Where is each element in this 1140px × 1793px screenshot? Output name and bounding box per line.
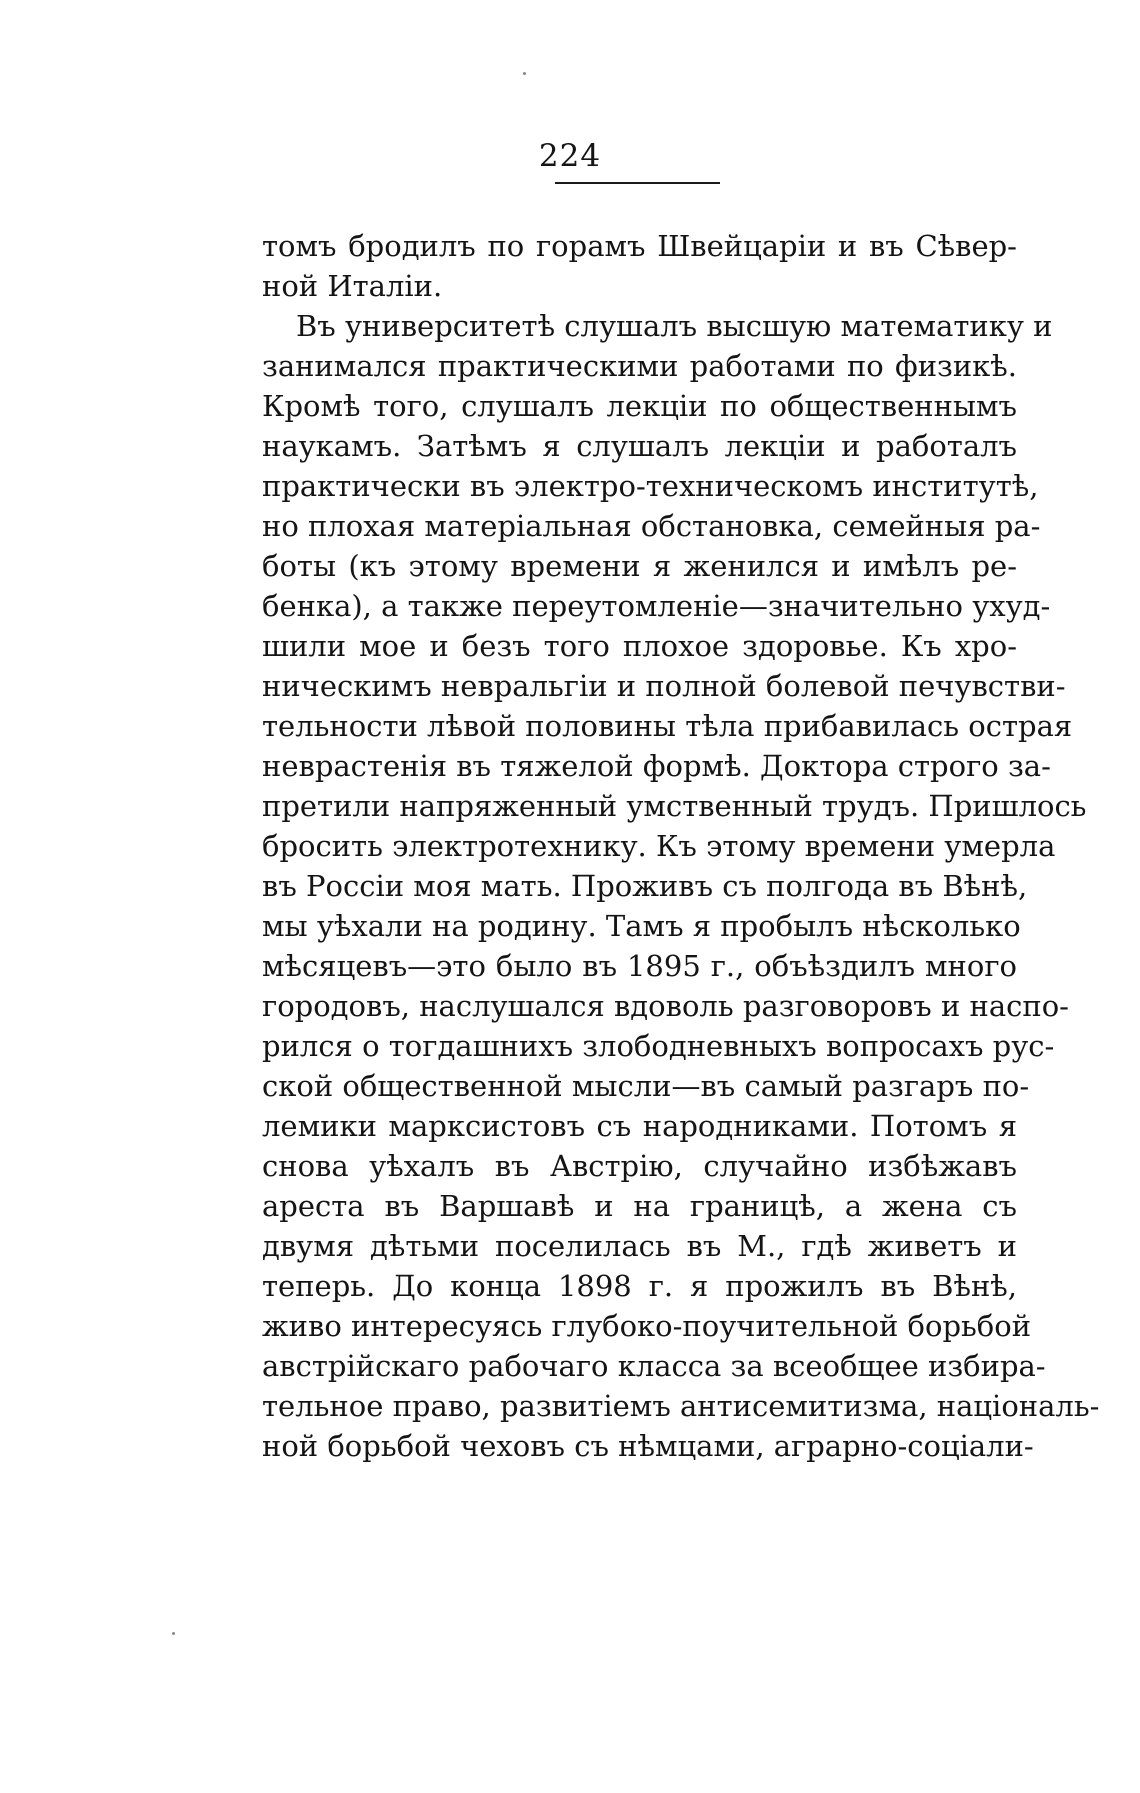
scan-speck	[523, 72, 526, 75]
text-line: двумя дѣтьми поселилась въ М., гдѣ живетъ и	[262, 1229, 1017, 1263]
text-line: живо интересуясь глубоко-поучительной борьбой	[262, 1309, 1032, 1343]
text-line: лемики марксистовъ съ народниками. Потомъ я	[262, 1109, 1017, 1143]
text-line: мѣсяцевъ—это было въ 1895 г., объѣздилъ много	[262, 949, 1017, 983]
text-line: но плохая матеріальная обстановка, семейныя ра-	[262, 509, 1041, 543]
text-line: мы уѣхали на родину. Тамъ я пробылъ нѣсколько	[262, 909, 1021, 943]
text-line: боты (къ этому времени я женился и имѣлъ ре-	[262, 549, 1017, 583]
page-number: 224	[538, 138, 602, 174]
text-line: ническимъ невральгіи и полной болевой печувстви-	[262, 669, 1066, 703]
text-line: ской общественной мысли—въ самый разгаръ по-	[262, 1069, 1030, 1103]
text-line: тельности лѣвой половины тѣла прибавилась острая	[262, 709, 1073, 743]
text-line: австрійскаго рабочаго класса за всеобщее избира-	[262, 1349, 1046, 1383]
scan-speck	[172, 1632, 175, 1635]
text-line: Кромѣ того, слушалъ лекціи по общественнымъ	[262, 389, 1017, 423]
body-text	[262, 226, 1100, 1466]
text-line: тельное право, развитіемъ антисемитизма, національ-	[262, 1389, 1100, 1423]
text-line: Въ университетѣ слушалъ высшую математику и	[296, 309, 1053, 343]
text-line: бенка), а также переутомленіе—значительно ухуд-	[262, 589, 1051, 623]
text-line: въ Россіи моя мать. Проживъ съ полгода въ Вѣнѣ,	[262, 869, 1028, 903]
text-line: претили напряженный умственный трудъ. Пришлось	[262, 789, 1087, 823]
text-line: неврастенія въ тяжелой формѣ. Доктора строго за-	[262, 749, 1051, 783]
text-line: ной Италіи.	[262, 269, 443, 303]
header-rule	[555, 182, 720, 184]
text-line: городовъ, наслушался вдоволь разговоровъ и наспо-	[262, 989, 1069, 1023]
text-line: шили мое и безъ того плохое здоровье. Къ хро-	[262, 629, 1017, 663]
text-line: снова уѣхалъ въ Австрію, случайно избѣжавъ	[262, 1149, 1017, 1183]
text-line: бросить электротехнику. Къ этому времени умерла	[262, 829, 1056, 863]
text-line: ной борьбой чеховъ съ нѣмцами, аграрно-соціали-	[262, 1429, 1034, 1463]
text-line: занимался практическими работами по физикѣ.	[262, 349, 1017, 383]
text-line: практически въ электро-техническомъ институтѣ,	[262, 469, 1039, 503]
text-line: наукамъ. Затѣмъ я слушалъ лекціи и работалъ	[262, 429, 1017, 463]
text-line: томъ бродилъ по горамъ Швейцаріи и въ Сѣвер-	[262, 229, 1017, 263]
text-line: рился о тогдашнихъ злободневныхъ вопросахъ рус-	[262, 1029, 1055, 1063]
text-line: теперь. До конца 1898 г. я прожилъ въ Вѣнѣ,	[262, 1269, 1017, 1303]
text-line: ареста въ Варшавѣ и на границѣ, а жена съ	[262, 1189, 1017, 1223]
